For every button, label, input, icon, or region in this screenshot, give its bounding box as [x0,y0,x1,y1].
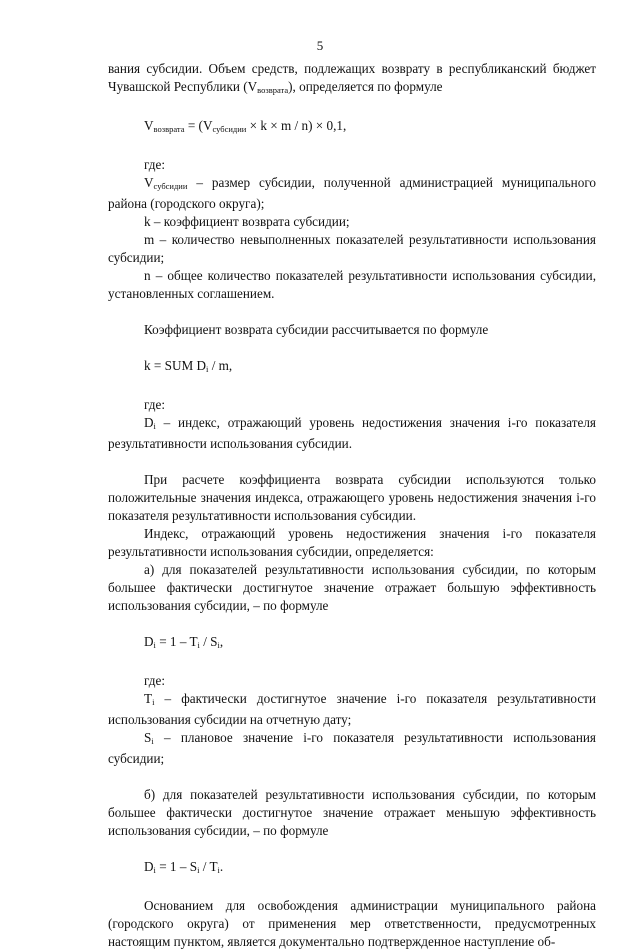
where-label: где: [144,157,165,172]
definition-symbol: D [144,415,154,430]
definition-k: k – коэффициент возврата субсидии; [144,214,350,229]
formula-text: / m, [208,358,233,373]
document-body [108,60,596,951]
item-a: а) для показателей результативности использования субсидии, по которым большее фактически достигнутое значение отражает большую эффективность использования субсидии, – по формуле [108,562,596,613]
formula-text: k = SUM D [144,358,207,373]
definition-text: – фактически достигнутое значение i-го показателя результативности использования субсидии на отчетную дату; [108,691,596,727]
definition-v [108,174,596,213]
definition-subscript: i [151,736,154,746]
where-label: где: [144,397,165,412]
formula-symbol: D [144,634,154,649]
formula-subscript: i [153,865,156,875]
formula-symbol: D [144,859,154,874]
intro-text-b: ), определяется по формуле [288,79,443,94]
definition-symbol: S [144,730,152,745]
definition-text: – индекс, отражающий уровень недостижения значения i-го показателя результативности использования субсидии. [108,415,596,451]
formula-text: = (V [184,118,213,133]
formula-index-b [108,858,596,879]
formula-refund [108,117,596,138]
definition-s [108,729,596,768]
paragraph-calculation: При расчете коэффициента возврата субсидии используются только положительные значения индекса, отражающего уровень недостижения значения i-го показателя результативности использования субсидии. [108,472,596,523]
paragraph-intro [108,60,596,99]
formula-text: / T [199,859,218,874]
paragraph-basis: Основанием для освобождения администрации муниципального района (городского округа) от применения мер ответственности, предусмотренных настоящим пунктом, является документально подтвержденное наступление об- [108,898,596,949]
definition-subscript: i [153,421,156,431]
definition-symbol: T [144,691,153,706]
formula-subscript: возврата [153,124,185,134]
definition-d [108,414,596,453]
formula-symbol: V [144,118,154,133]
formula-text: , [219,634,224,649]
formula-subscript: i [197,640,200,650]
definition-t [108,690,596,729]
definition-symbol: V [144,175,154,190]
definition-n: n – общее количество показателей результативности использования субсидии, установленных соглашением. [108,268,596,301]
formula-coefficient [108,357,596,378]
intro-text-a: вания субсидии. Объем средств, подлежащих возврату в республиканский бюджет Чувашской Республики (V [108,61,596,94]
formula-subscript: i [206,364,209,374]
formula-subscript: i [217,865,220,875]
definition-subscript: субсидии [153,181,188,191]
formula-text: / S [199,634,218,649]
formula-subscript: субсидии [212,124,247,134]
formula-subscript: i [153,640,156,650]
item-b: б) для показателей результативности использования субсидии, по которым большее фактически достигнутое значение отражает меньшую эффективность использования субсидии, – по формуле [108,787,596,838]
formula-index-a [108,633,596,654]
formula-subscript: i [197,865,200,875]
formula-text: × k × m / n) × 0,1, [246,118,347,133]
where-label: где: [144,673,165,688]
definition-m: m – количество невыполненных показателей результативности использования субсидии; [108,232,596,265]
formula-subscript: i [217,640,220,650]
definition-text: – размер субсидии, полученной администрацией муниципального района (городского округа); [108,175,596,211]
formula-text: = 1 – S [155,859,198,874]
formula-text: = 1 – T [155,634,198,649]
formula-text: . [219,859,224,874]
intro-subscript: возврата [257,85,289,95]
coefficient-intro: Коэффициент возврата субсидии рассчитывается по формуле [144,322,489,337]
page-number: 5 [316,38,324,53]
definition-text: – плановое значение i-го показателя результативности использования субсидии; [108,730,596,766]
definition-subscript: i [152,697,155,707]
paragraph-index: Индекс, отражающий уровень недостижения значения i-го показателя результативности использования субсидии, определяется: [108,526,596,559]
